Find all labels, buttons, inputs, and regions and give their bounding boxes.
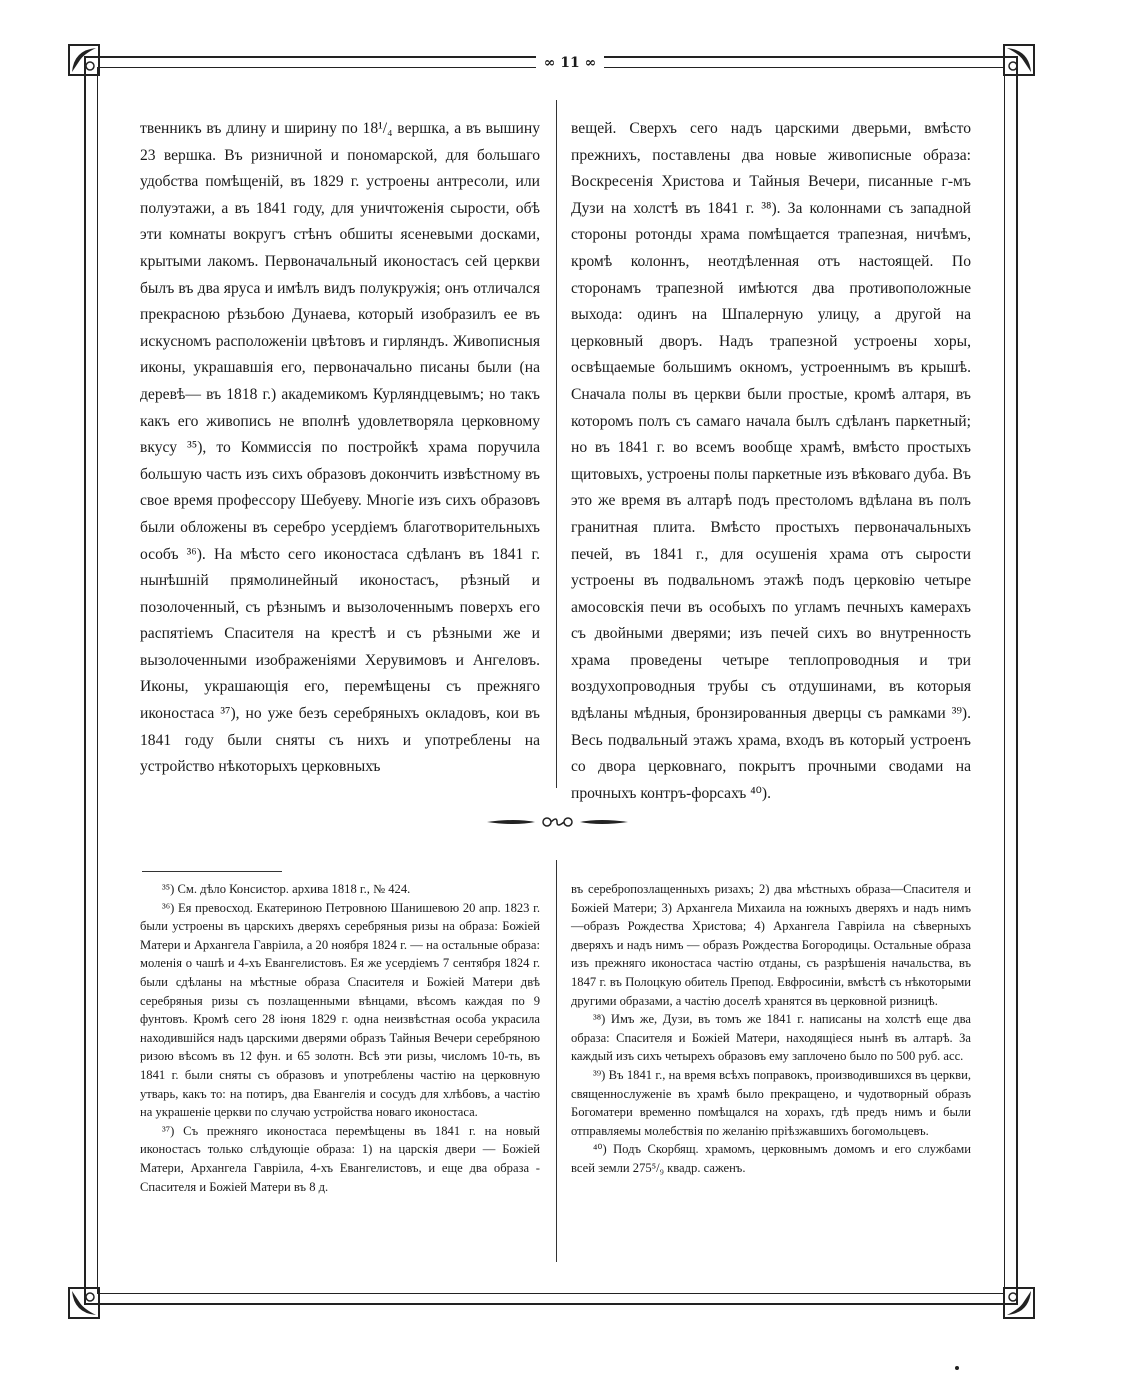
section-ornament [485,812,630,832]
column-divider-top [556,100,557,788]
main-text-left-column [140,116,540,781]
footnotes-left-column [140,880,540,1196]
main-text-right: вещей. Сверхъ сего надъ царскими дверьми, вмѣсто прежнихъ, поставлены два новые живописные образа: Воскресенія Христова и Тайныя Вечери, писанные г-мъ Дузи на холстѣ въ 1841 г. ³⁸). За колоннами съ западной стороны ротонды храма помѣщается трапезная, ничѣмъ, кромѣ колоннъ, неотдѣленная отъ настоящей. По сторонамъ трапезной имѣются два противоположные выхода: одинъ на Шпалерную улицу, а другой на церковный дворъ. Надъ трапезной устроены хоры, освѣщаемые большимъ окномъ, устроеннымъ въ крышѣ. Сначала полы въ церкви были простые, кромѣ алтаря, въ которомъ полъ съ самаго начала былъ сдѣланъ паркетный; но въ 1841 г. во всемъ вообще храмѣ, вмѣсто простыхъ щитовыхъ, устроены полы паркетные изъ вѣковаго дуба. Въ это же время въ алтарѣ подъ престоломъ вдѣлана въ полъ гранитная плита. Вмѣсто простыхъ первоначальныхъ печей, въ 1841 г., для осушенія храма отъ сырости устроены въ подвальномъ этажѣ подъ церковію четыре амосовскія печи въ особыхъ по угламъ печныхъ камерахъ съ двойными дверями; изъ печей сихъ во внутренность храма проведены четыре теплопроводныя и три воздухопроводныя трубы съ отдушинами, въ которыя вдѣланы мѣдныя, бронзированныя дверцы съ рамками ³⁹). Весь подвальный этажъ храма, входъ въ который устроенъ со двора церковнаго, покрытъ прочными сводами на прочныхъ контръ-форсахъ ⁴⁰). [571,120,971,802]
page-number-label: ∞ 11 ∞ [536,56,605,70]
main-text-right-column [571,116,971,807]
footnote-37-continued: въ серебропозлащенныхъ ризахъ; 2) два мѣстныхъ образа—Спасителя и Божіей Матери; 3) Архангела Михаила на южныхъ дверяхъ и надъ нимъ—образъ Рождества Христова; 4) Архангела Гавріила на сѣверныхъ дверяхъ и надъ нимъ — образъ Рождества Богородицы. Остальные образа изъ прежняго иконостаса частію отданы, съ разрѣшенія начальства, въ 1847 г. въ Полоцкую обитель Препод. Евфросиніи, вмѣстѣ съ нѣкоторыми другими образами, а частію доселѣ хранятся въ церковной ризницѣ. [571,882,971,1008]
page-number [0,56,1140,70]
column-divider-footnotes [556,860,557,1262]
footnotes-right-column [571,880,971,1178]
corner-ornament-bottom-left [64,1283,104,1323]
printer-mark [955,1366,959,1370]
footnote-38: ³⁸) Имъ же, Дузи, въ томъ же 1841 г. написаны на холстѣ еще два образа: Спасителя и Божіей Матери, находящіеся нынѣ въ алтарѣ. За каждый изъ сихъ четырехъ образовъ ему заплочено было по 500 руб. асс. [571,1012,971,1064]
footnote-rule [142,871,282,872]
footnote-39: ³⁹) Въ 1841 г., на время всѣхъ поправокъ, производившихся въ церкви, священнослуженіе въ храмѣ было прекращено, и чудотворный образъ Богоматери временно помѣщался на хорахъ, гдѣ предъ нимъ и были отправляемы молебствія по желанію пріѣзжавшихъ богомольцевъ. [571,1067,971,1138]
footnote-40: ⁴⁰) Подъ Скорбящ. храмомъ, церковнымъ домомъ и его службами всей земли 275⁵/₉ квадр. саженъ. [571,1142,971,1175]
main-text-left: твенникъ въ длину и ширину по 18¹/₄ вершка, а въ вышину 23 вершка. Въ ризничной и пономарской, для большаго удобства помѣщеній, въ 1829 г. устроены антресоли, или полуэтажи, а въ 1841 году, для уничтоженія сырости, обѣ эти комнаты вокругъ стѣнъ обшиты ясеневыми досками, крытыми лакомъ. Первоначальный иконостасъ сей церкви былъ въ два яруса и имѣлъ видъ полукружія; онъ отличался прекрасною рѣзьбою Дунаева, который изобразилъ ее въ искусномъ расположеніи цвѣтовъ и гирляндъ. Живописныя иконы, украшавшія его, первоначально писаны были (на деревѣ— въ 1818 г.) академикомъ Курляндцевымъ; но такъ какъ его живопись не вполнѣ удовлетворяла церковному вкусу ³⁵), то Коммиссія по постройкѣ храма поручила большую часть изъ сихъ образовъ докончить извѣстному въ свое время профессору Шебуеву. Многіе изъ сихъ образовъ были обложены въ серебро усердіемъ благотворительныхъ особъ ³⁶). На мѣсто сего иконостаса сдѣланъ въ 1841 г. нынѣшній прямолинейный иконостасъ, рѣзный и позолоченный, съ рѣзнымъ и вызолоченнымъ поверхъ его распятіемъ Спасителя на крестѣ и съ рѣзными же и вызолоченными изображеніями Херувимовъ и Ангеловъ. Иконы, украшающія его, перемѣщены съ прежняго иконостаса ³⁷), но уже безъ серебряныхъ окладовъ, кои въ 1841 году были сняты съ нихъ и употреблены на устройство нѣкоторыхъ церковныхъ [140,120,540,776]
footnote-36: ³⁶) Ея превосход. Екатериною Петровною Шанишевою 20 апр. 1823 г. были устроены въ царскихъ дверяхъ серебряныя ризы на образа: Божіей Матери и Архангела Гавріила, а 20 ноября 1824 г. — на остальные образа: моленія о чашѣ и 4-хъ Евангелистовъ. Ея же усердіемъ 7 сентября 1824 г. были сдѣланы на мѣстные образа Спасителя и Божіей Матери двѣ серебряныя ризы съ позлащенными вѣнцами, вѣсомъ каждая по 9 фунтовъ. Кромѣ сего 28 іюня 1829 г. одна неизвѣстная особа украсила находившійся надъ царскими дверями образъ Тайныя Вечери серебряною ризою вѣсомъ въ 12 фун. и 65 золотн. Всѣ эти ризы, числомъ 10-ть, въ 1841 г. были сняты съ образовъ и употреблены частію на церковную утварь, какъ то: на потиръ, два Евангелія и сосудъ для хлѣбовъ, а частію на украшеніе церкви по случаю устройства новаго иконостаса. [140,900,540,1120]
corner-ornament-bottom-right [999,1283,1039,1323]
footnote-37: ³⁷) Съ прежняго иконостаса перемѣщены въ 1841 г. на новый иконостасъ только слѣдующіе образа: 1) на царскія двери — Божіей Матери, Архангела Гавріила, 4-хъ Евангелистовъ, и еще два образа - Спасителя и Божіей Матери въ 8 д. [140,1123,540,1194]
footnote-35: ³⁵) См. дѣло Консистор. архива 1818 г., № 424. [162,882,411,896]
